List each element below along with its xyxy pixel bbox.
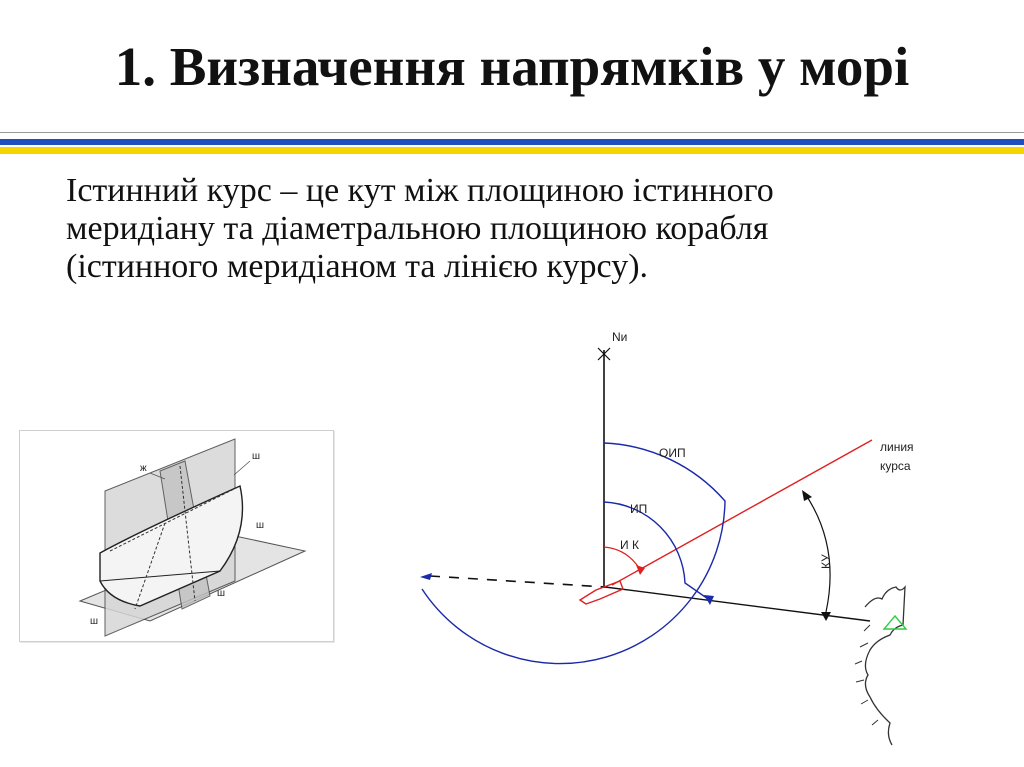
oip-label: ОИП bbox=[659, 446, 686, 460]
ship-mark-1: ш bbox=[252, 451, 261, 462]
title-divider bbox=[0, 132, 1024, 133]
course-line-label-2: курса bbox=[880, 459, 911, 473]
oip-arc bbox=[422, 443, 725, 664]
arrow-left-icon bbox=[420, 573, 432, 580]
bearing-line-dashed bbox=[430, 576, 605, 587]
coastline-hatching bbox=[855, 625, 878, 725]
definition-line-1: Істинний курс – це кут між площиною істинного bbox=[66, 172, 774, 209]
course-line-label-1: линия bbox=[880, 440, 914, 454]
definition-paragraph bbox=[66, 172, 996, 286]
ku-arrow-top-icon bbox=[802, 490, 812, 501]
ik-label: И К bbox=[620, 538, 639, 552]
ship-mark-2: ш bbox=[256, 520, 265, 531]
ship-planes-drawing bbox=[20, 431, 333, 641]
ship-mark-4: ш bbox=[90, 616, 99, 627]
north-label: Nи bbox=[612, 330, 628, 344]
slide-title: 1. Визначення напрямків у морі bbox=[114, 36, 910, 97]
flag-stripe-yellow bbox=[0, 147, 1024, 154]
course-diagram-svg bbox=[400, 325, 960, 750]
course-diagram bbox=[400, 325, 960, 750]
flag-stripe-blue bbox=[0, 139, 1024, 145]
ik-arrow-icon bbox=[636, 565, 645, 575]
coastline bbox=[865, 587, 905, 745]
definition-line-2: меридіану та діаметральною площиною корабля bbox=[66, 210, 769, 247]
ship-mark-0: ж bbox=[140, 463, 147, 474]
ku-label: КУ bbox=[819, 554, 833, 569]
bearing-line bbox=[605, 587, 870, 621]
ku-arc bbox=[806, 495, 830, 612]
definition-line-3: (істинного меридіаном та лінією курсу). bbox=[66, 248, 649, 285]
ship-planes-figure bbox=[19, 430, 334, 642]
ip-label: ИП bbox=[630, 502, 648, 516]
ship-icon bbox=[580, 581, 623, 604]
course-line bbox=[612, 440, 872, 585]
ship-mark-3: ш bbox=[217, 588, 226, 599]
